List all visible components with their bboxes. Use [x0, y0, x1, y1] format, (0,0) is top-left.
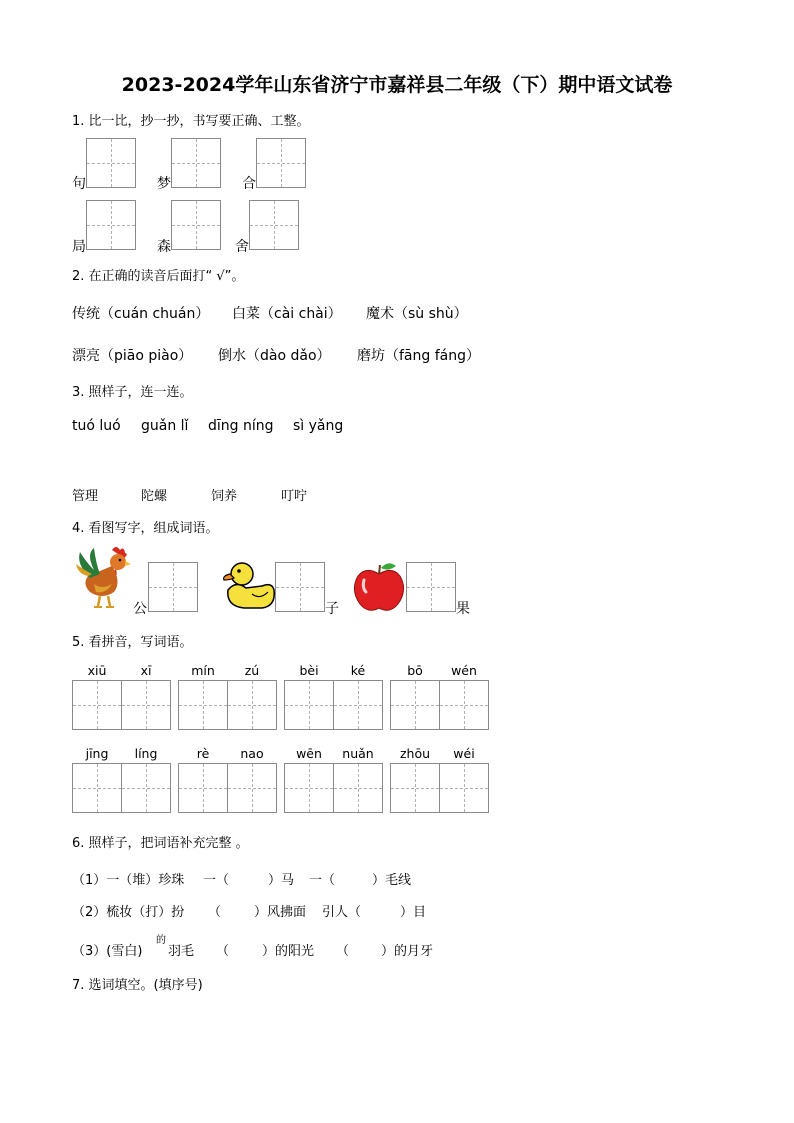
q5-writing-grid[interactable]: [390, 680, 440, 730]
q4-writing-grid-3[interactable]: [406, 562, 456, 612]
q6-blank-1a-open[interactable]: 一（: [203, 873, 230, 888]
q5-pinyin: mín: [191, 663, 215, 678]
q5-writing-grid[interactable]: [439, 763, 489, 813]
q5-pinyin: zhōu: [399, 746, 431, 761]
q6-blank-1b-close: ）毛线: [372, 873, 412, 888]
q5-pinyin: zú: [244, 663, 260, 678]
question-1-prompt: 1. 比一比，抄一抄，书写要正确、工整。: [72, 114, 310, 129]
q5-writing-grid[interactable]: [227, 680, 277, 730]
q5-pinyin: wén: [451, 663, 477, 678]
q5-writing-grid[interactable]: [72, 680, 122, 730]
q4-writing-grid-2[interactable]: [275, 562, 325, 612]
q5-writing-grid[interactable]: [390, 763, 440, 813]
q6-blank-2a-close: ）风拂面: [254, 905, 307, 920]
q6-blank-1a-close: ）马: [268, 873, 295, 888]
q6-blank-2b-open[interactable]: 引人（: [322, 905, 362, 920]
q6-blank-1b-open[interactable]: 一（: [309, 873, 336, 888]
q6-example-1: （1）一（堆）珍珠: [72, 873, 185, 888]
q5-writing-grid[interactable]: [284, 680, 334, 730]
q1-writing-grid-5[interactable]: [171, 200, 221, 250]
q5-pinyin: rè: [196, 746, 210, 761]
q2-option-piaoliang[interactable]: 漂亮（piāo piào）: [72, 348, 193, 364]
q1-char-meng: 梦: [157, 176, 171, 192]
q5-writing-grid[interactable]: [284, 763, 334, 813]
apple-icon: [352, 562, 406, 614]
q1-char-she: 舍: [235, 239, 249, 255]
q6-blank-3a-close: ）的阳光: [262, 944, 315, 959]
q5-writing-grid[interactable]: [333, 763, 383, 813]
question-2-prompt: 2. 在正确的读音后面打“ √”。: [72, 269, 245, 284]
q5-pinyin: líng: [134, 746, 158, 761]
q6-example-3-tail: 羽毛: [168, 944, 195, 959]
q1-writing-grid-6[interactable]: [249, 200, 299, 250]
q1-writing-grid-2[interactable]: [171, 138, 221, 188]
q5-pinyin: nuǎn: [342, 746, 374, 761]
q2-option-baicai[interactable]: 白菜（cài chài）: [232, 306, 342, 322]
q5-writing-grid[interactable]: [121, 763, 171, 813]
q1-writing-grid-4[interactable]: [86, 200, 136, 250]
q1-char-ju: 句: [72, 176, 86, 192]
page-title: 2023-2024学年山东省济宁市嘉祥县二年级（下）期中语文试卷: [121, 74, 673, 96]
q3-word-siyang[interactable]: 饲养: [211, 489, 238, 504]
q6-blank-2b-close: ）目: [400, 905, 427, 920]
q5-pinyin: nao: [240, 746, 264, 761]
q5-pinyin: ké: [350, 663, 366, 678]
q3-pinyin-tuoluo[interactable]: tuó luó: [72, 418, 121, 434]
q5-writing-grid[interactable]: [72, 763, 122, 813]
q5-pinyin: xī: [140, 663, 152, 678]
q5-writing-grid[interactable]: [178, 763, 228, 813]
q6-blank-3b-open[interactable]: （: [336, 944, 350, 959]
q5-pinyin: wēn: [296, 746, 322, 761]
q6-example-3: （3）(雪白): [72, 944, 143, 959]
q4-char-zi: 子: [325, 601, 339, 617]
q2-option-mofang[interactable]: 磨坊（fāng fáng）: [357, 348, 480, 364]
q1-char-sen: 森: [157, 239, 171, 255]
q6-blank-3a-open[interactable]: （: [216, 944, 230, 959]
q6-example-3-de: 的: [156, 935, 166, 946]
q6-example-2: （2）梳妆（打）扮: [72, 905, 185, 920]
duck-icon: [222, 560, 276, 612]
q5-pinyin: xiū: [87, 663, 107, 678]
q5-writing-grid[interactable]: [121, 680, 171, 730]
q3-pinyin-siyang[interactable]: sì yǎng: [293, 418, 344, 434]
rooster-icon: [72, 544, 132, 610]
q3-word-guanli[interactable]: 管理: [72, 489, 99, 504]
q1-writing-grid-3[interactable]: [256, 138, 306, 188]
question-3-prompt: 3. 照样子，连一连。: [72, 385, 193, 400]
q3-word-dingning[interactable]: 叮咛: [281, 489, 308, 504]
q6-blank-2a-open[interactable]: （: [208, 905, 222, 920]
q1-writing-grid-1[interactable]: [86, 138, 136, 188]
question-6-prompt: 6. 照样子，把词语补充完整 。: [72, 836, 249, 851]
q5-writing-grid[interactable]: [227, 763, 277, 813]
question-5-prompt: 5. 看拼音，写词语。: [72, 635, 193, 650]
q2-option-daoshui[interactable]: 倒水（dào dǎo）: [218, 348, 331, 364]
q5-pinyin: jīng: [85, 746, 109, 761]
q6-blank-3b-close: ）的月牙: [381, 944, 434, 959]
q3-pinyin-dingning[interactable]: dīng níng: [208, 418, 274, 434]
q5-writing-grid[interactable]: [333, 680, 383, 730]
q1-char-ju2: 局: [72, 239, 86, 255]
q4-char-gong: 公: [133, 601, 147, 617]
q5-pinyin: wéi: [453, 746, 475, 761]
question-7-prompt: 7. 选词填空。(填序号): [72, 978, 203, 993]
q3-word-tuoluo[interactable]: 陀螺: [141, 489, 168, 504]
question-4-prompt: 4. 看图写字，组成词语。: [72, 521, 219, 536]
q2-option-chuantong[interactable]: 传统（cuán chuán）: [72, 306, 210, 322]
q3-pinyin-guanli[interactable]: guǎn lǐ: [141, 418, 189, 434]
q5-pinyin: bō: [407, 663, 423, 678]
q5-pinyin: bèi: [299, 663, 319, 678]
q5-writing-grid[interactable]: [439, 680, 489, 730]
q1-char-he: 合: [242, 176, 256, 192]
q4-writing-grid-1[interactable]: [148, 562, 198, 612]
q2-option-moshu[interactable]: 魔术（sù shù）: [366, 306, 468, 322]
q4-char-guo: 果: [456, 601, 470, 617]
q5-writing-grid[interactable]: [178, 680, 228, 730]
